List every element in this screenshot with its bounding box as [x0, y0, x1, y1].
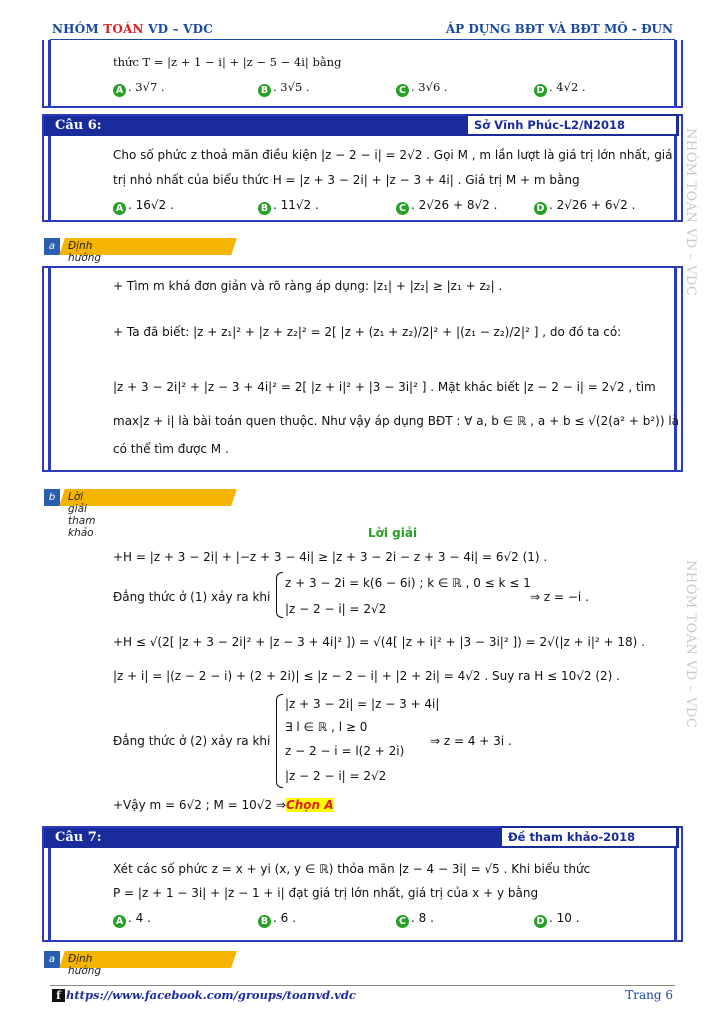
solution-result-2: ⇒ z = 4 + 3i . [430, 734, 512, 748]
solution-system-2-eq-2: ∃ l ∈ ℝ , l ≥ 0 [285, 720, 368, 734]
option-b[interactable]: B . 11√2 . [258, 198, 319, 215]
dinh-huong-line-3: |z + 3 − 2i|² + |z − 3 + 4i|² = 2[ |z + i|² + |3 − 3i|² ] . Mặt khác biết |z − 2 − i| = 2√2 , tìm [113, 380, 656, 394]
side-watermark: NHÓM TOÁN VD – VDC [683, 560, 698, 729]
header-group-name: NHÓM TOÁN VD – VDC [52, 22, 214, 36]
option-c[interactable]: C . 2√26 + 8√2 . [396, 198, 497, 215]
option-a[interactable]: A . 3√7 . [113, 80, 165, 97]
solution-system-2-eq-4: |z − 2 − i| = 2√2 [285, 769, 387, 783]
question-6-line-1: Cho số phức z thoả mãn điều kiện |z − 2 − i| = 2√2 . Gọi M , m lần lượt là giá trị lớn nhất, giá [113, 148, 673, 162]
question-7-source: Đề tham khảo-2018 [500, 826, 678, 848]
solution-line-4: |z + i| = |(z − 2 − i) + (2 + 2i)| ≤ |z − 2 − i| + |2 + 2i| = 4√2 . Suy ra H ≤ 10√2 (2) . [113, 669, 620, 683]
previous-question-box [42, 40, 683, 108]
solution-system-2-eq-3: z − 2 − i = l(2 + 2i) [285, 744, 405, 758]
question-7-line-1: Xét các số phức z = x + yi (x, y ∈ ℝ) thỏa mãn |z − 4 − 3i| = √5 . Khi biểu thức [113, 862, 591, 876]
side-watermark: NHÓM TOÁN VD – VDC [683, 128, 698, 297]
option-d[interactable]: D . 10 . [534, 911, 580, 928]
solution-conclusion: +Vậy m = 6√2 ; M = 10√2 ⇒Chọn A [113, 798, 334, 812]
system-brace [276, 572, 283, 618]
solution-system-1-eq-1: z + 3 − 2i = k(6 − 6i) ; k ∈ ℝ , 0 ≤ k ≤ 1 [285, 576, 531, 590]
option-a[interactable]: A . 16√2 . [113, 198, 174, 215]
option-b[interactable]: B . 6 . [258, 911, 296, 928]
answer-highlight: Chọn A [285, 798, 334, 812]
question-6-label: Câu 6: [55, 118, 102, 133]
dinh-huong-line-1: + Tìm m khá đơn giản và rõ ràng áp dụng: |z₁| + |z₂| ≥ |z₁ + z₂| . [113, 279, 503, 293]
solution-line-3: +H ≤ √(2[ |z + 3 − 2i|² + |z − 3 + 4i|² ]) = √(4[ |z + i|² + |3 − 3i|² ]) = 2√(|z + i|² + 18) . [113, 635, 645, 649]
solution-result-1: ⇒ z = −i . [530, 590, 589, 604]
question-7-label: Câu 7: [55, 830, 102, 845]
system-brace [276, 694, 283, 788]
question-6-line-2: trị nhỏ nhất của biểu thức H = |z + 3 − 2i| + |z − 3 + 4i| . Giá trị M + m bằng [113, 173, 580, 187]
solution-system-2-eq-1: |z + 3 − 2i| = |z − 3 + 4i| [285, 697, 440, 711]
dinh-huong-line-5: có thể tìm được M . [113, 442, 229, 456]
solution-condition-label-2: Đẳng thức ở (2) xảy ra khi [113, 734, 271, 748]
solution-title: Lời giải [368, 526, 418, 540]
option-d[interactable]: D . 4√2 . [534, 80, 586, 97]
facebook-icon: f [52, 989, 65, 1002]
solution-system-1-eq-2: |z − 2 − i| = 2√2 [285, 602, 387, 616]
solution-condition-label-1: Đẳng thức ở (1) xảy ra khi [113, 590, 271, 604]
footer-facebook-link[interactable]: f https://www.facebook.com/groups/toanvd.vdc [52, 988, 356, 1002]
option-a[interactable]: A . 4 . [113, 911, 151, 928]
footer-rule [50, 985, 675, 986]
option-c[interactable]: C . 3√6 . [396, 80, 448, 97]
previous-question-text: thức T = |z + 1 − i| + |z − 5 − 4i| bằng [113, 55, 342, 69]
header-topic-title: ÁP DỤNG BĐT VÀ BĐT MÔ - ĐUN [445, 22, 673, 36]
header-red-word: TOÁN [103, 22, 144, 36]
solution-line-1: +H = |z + 3 − 2i| + |−z + 3 − 4i| ≥ |z + 3 − 2i − z + 3 − 4i| = 6√2 (1) . [113, 550, 548, 564]
question-6-source: Sở Vĩnh Phúc-L2/N2018 [466, 114, 678, 136]
page-number: Trang 6 [625, 988, 673, 1002]
dinh-huong-line-4: max|z + i| là bài toán quen thuộc. Như vậy áp dụng BĐT : ∀ a, b ∈ ℝ , a + b ≤ √(2(a² + b²)) là [113, 414, 680, 428]
option-c[interactable]: C . 8 . [396, 911, 434, 928]
dinh-huong-line-2: + Ta đã biết: |z + z₁|² + |z + z₂|² = 2[ |z + (z₁ + z₂)/2|² + |(z₁ − z₂)/2|² ] , do đó ta có: [113, 325, 622, 339]
option-b[interactable]: B . 3√5 . [258, 80, 310, 97]
question-7-line-2: P = |z + 1 − 3i| + |z − 1 + i| đạt giá trị lớn nhất, giá trị của x + y bằng [113, 886, 539, 900]
option-d[interactable]: D . 2√26 + 6√2 . [534, 198, 635, 215]
